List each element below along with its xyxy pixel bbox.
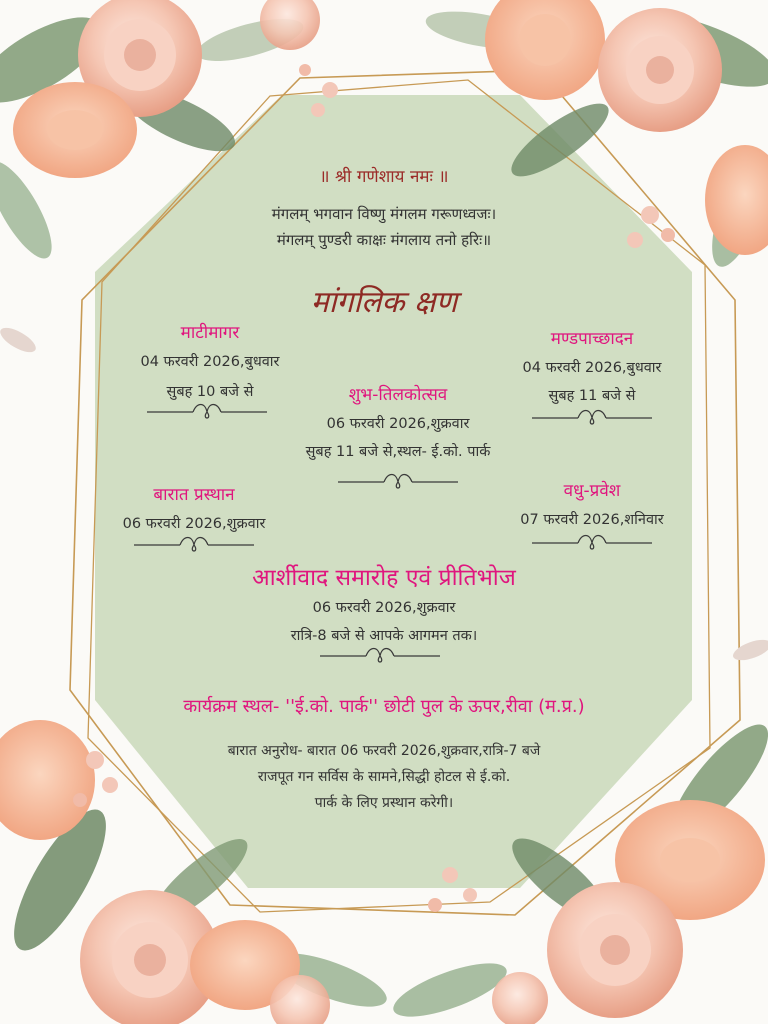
- event-mandap-date: 04 फरवरी 2026,बुधवार: [522, 360, 662, 376]
- event-baraat-date: 06 फरवरी 2026,शुक्रवार: [122, 516, 266, 532]
- event-tilak-title: शुभ-तिलकोत्सव: [348, 385, 448, 405]
- event-vadhu-title: वधु-प्रवेश: [563, 481, 621, 501]
- reception-time: रात्रि-8 बजे से आपके आगमन तक।: [290, 628, 478, 644]
- baraat-note-line-2: राजपूत गन सर्विस के सामने,सिद्धी होटल से ई.को.: [257, 769, 511, 785]
- section-title: मांगलिक क्षण: [310, 285, 458, 320]
- baraat-note-line-3: पार्क के लिए प्रस्थान करेगी।: [314, 795, 454, 811]
- baraat-note-line-1: बारात अनुरोध- बारात 06 फरवरी 2026,शुक्रवार,रात्रि-7 बजे: [227, 743, 541, 759]
- invocation-text: ॥ श्री गणेशाय नमः ॥: [319, 167, 449, 187]
- event-tilak-time: सुबह 11 बजे से,स्थल- ई.को. पार्क: [305, 444, 491, 460]
- shloka-line-1: मंगलम् भगवान विष्णु मंगलम गरूणध्वजः।: [271, 205, 497, 223]
- reception-date: 06 फरवरी 2026,शुक्रवार: [312, 600, 456, 616]
- event-matimagar-time: सुबह 10 बजे से: [166, 384, 254, 400]
- event-tilak-date: 06 फरवरी 2026,शुक्रवार: [326, 416, 470, 432]
- shloka-line-2: मंगलम् पुण्डरी काक्षः मंगलाय तनो हरिः॥: [276, 231, 492, 249]
- event-matimagar-date: 04 फरवरी 2026,बुधवार: [140, 354, 280, 370]
- petal-right: [730, 636, 768, 665]
- event-mandap-time: सुबह 11 बजे से: [548, 388, 636, 404]
- petal-left: [0, 323, 39, 357]
- event-vadhu-date: 07 फरवरी 2026,शनिवार: [520, 512, 664, 528]
- venue-text: कार्यक्रम स्थल- ''ई.को. पार्क'' छोटी पुल के ऊपर,रीवा (म.प्र.): [183, 696, 585, 717]
- event-baraat-title: बारात प्रस्थान: [153, 485, 235, 505]
- event-mandap-title: मण्डपाच्छादन: [550, 329, 634, 349]
- event-matimagar-title: माटीमागर: [180, 323, 240, 343]
- reception-title: आर्शीवाद समारोह एवं प्रीतिभोज: [252, 565, 516, 591]
